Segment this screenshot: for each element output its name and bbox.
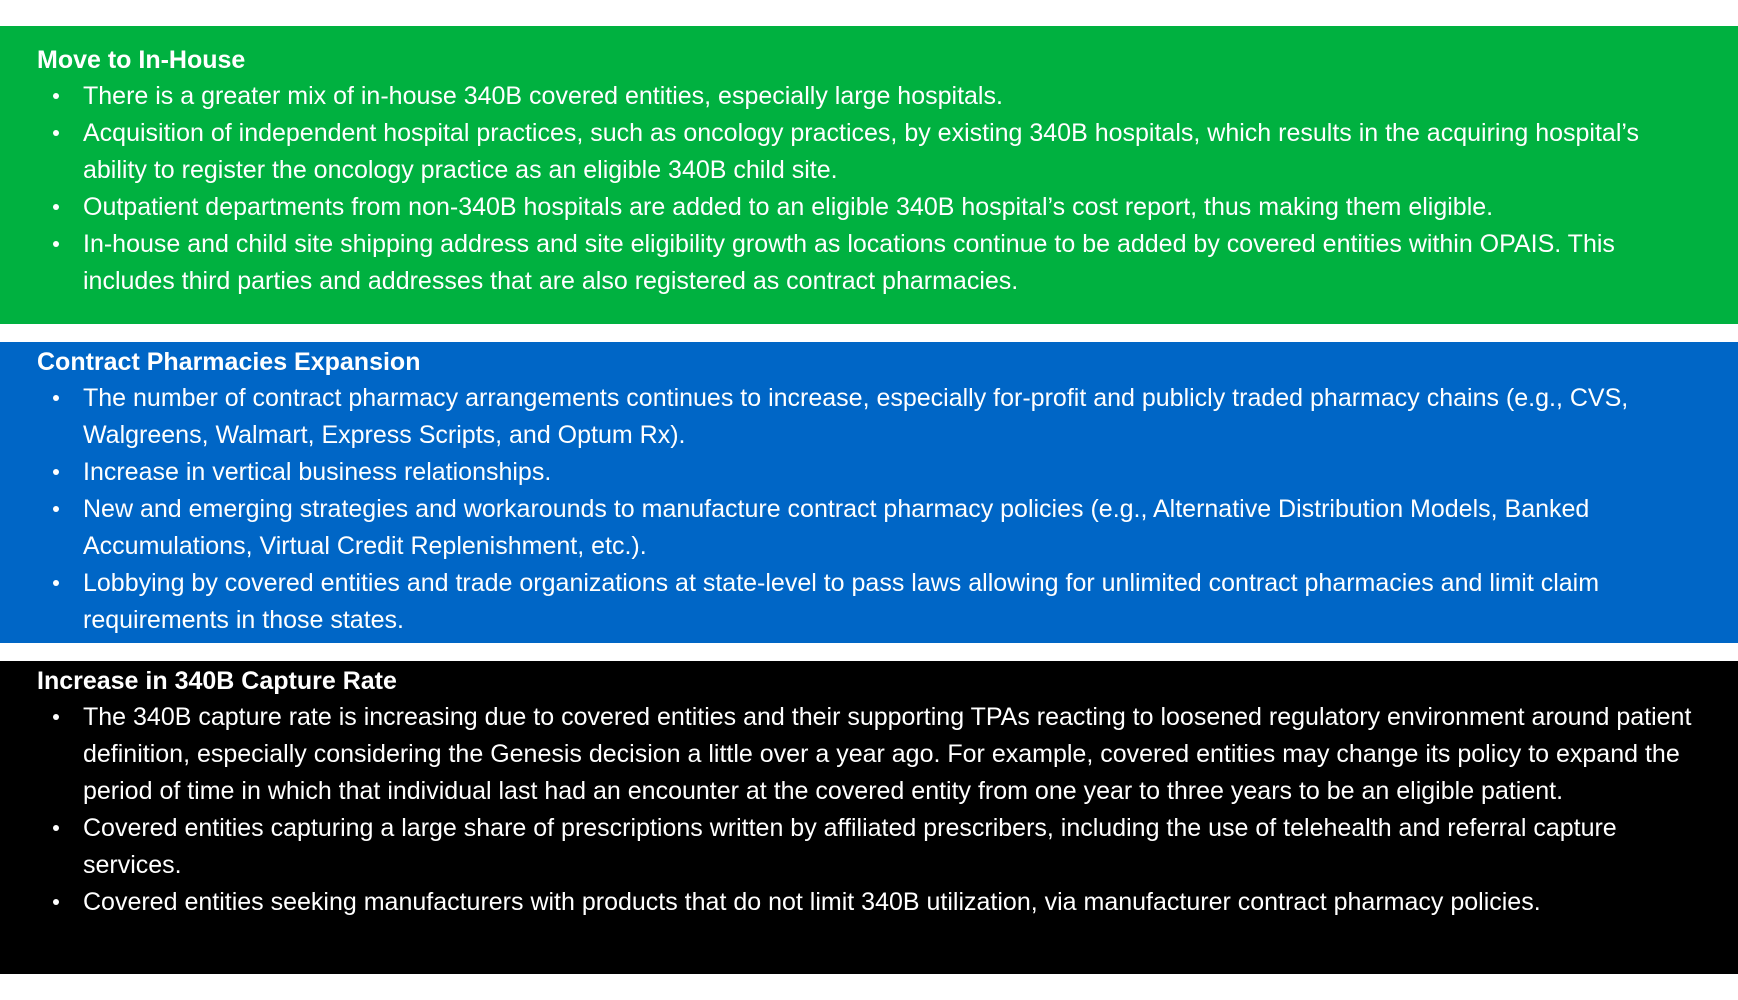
bullet-text: The number of contract pharmacy arrangements continues to increase, especially for-profit and publicly traded pharmacy chains (e.g., CVS, Walgreens, Walmart, Express Scripts, and Optum Rx).	[83, 384, 1629, 449]
bullet-list	[37, 78, 1698, 300]
bullet-text: The 340B capture rate is increasing due to covered entities and their supporting TPAs reacting to loosened regulatory environment around patient definition, especially considering the Genesis decision a little over a year ago. For example, covered entities may change its policy to expand the period of time in which that individual last had an encounter at the covered entity from one year to three years to be an eligible patient.	[83, 703, 1692, 805]
list-item	[37, 226, 1698, 300]
section-contract-pharmacies-expansion	[0, 342, 1738, 643]
bullet-dot-icon	[53, 825, 59, 831]
list-item	[37, 115, 1698, 189]
section-increase-in-340b-capture-rate	[0, 661, 1738, 974]
bullet-text: There is a greater mix of in-house 340B covered entities, especially large hospitals.	[83, 82, 1003, 110]
bullet-text: Covered entities seeking manufacturers with products that do not limit 340B utilization, via manufacturer contract pharmacy policies.	[83, 888, 1541, 916]
bullet-dot-icon	[53, 469, 59, 475]
list-item	[37, 565, 1698, 639]
bullet-text: Increase in vertical business relationships.	[83, 458, 552, 486]
list-item	[37, 491, 1698, 565]
section-title: Move to In-House	[37, 46, 246, 74]
list-item	[37, 454, 1698, 491]
bullet-text: Acquisition of independent hospital practices, such as oncology practices, by existing 340B hospitals, which results in the acquiring hospital’s ability to register the oncology practice as an eligible 340B child site.	[83, 119, 1639, 184]
list-item	[37, 884, 1698, 921]
list-item	[37, 78, 1698, 115]
list-item	[37, 810, 1698, 884]
bullet-dot-icon	[53, 241, 59, 247]
bullet-dot-icon	[53, 580, 59, 586]
section-title: Contract Pharmacies Expansion	[37, 348, 421, 376]
bullet-dot-icon	[53, 714, 59, 720]
bullet-dot-icon	[53, 93, 59, 99]
bullet-list	[37, 699, 1698, 921]
bullet-text: Lobbying by covered entities and trade organizations at state-level to pass laws allowing for unlimited contract pharmacies and limit claim requirements in those states.	[83, 569, 1600, 634]
bullet-text: Covered entities capturing a large share of prescriptions written by affiliated prescribers, including the use of telehealth and referral capture services.	[83, 814, 1617, 879]
bullet-dot-icon	[53, 130, 59, 136]
bullet-dot-icon	[53, 204, 59, 210]
bullet-dot-icon	[53, 899, 59, 905]
bullet-text: In-house and child site shipping address and site eligibility growth as locations continue to be added by covered entities within OPAIS. This includes third parties and addresses that are also registered as contract pharmacies.	[83, 230, 1615, 295]
section-move-to-in-house	[0, 26, 1738, 324]
bullet-text: New and emerging strategies and workarounds to manufacture contract pharmacy policies (e.g., Alternative Distribution Models, Banked Accumulations, Virtual Credit Replenishment, etc.).	[83, 495, 1590, 560]
bullet-dot-icon	[53, 506, 59, 512]
bullet-list	[37, 380, 1698, 639]
bullet-text: Outpatient departments from non-340B hospitals are added to an eligible 340B hospital’s cost report, thus making them eligible.	[83, 193, 1494, 221]
list-item	[37, 380, 1698, 454]
list-item	[37, 189, 1698, 226]
list-item	[37, 699, 1698, 810]
section-title: Increase in 340B Capture Rate	[37, 667, 397, 695]
bullet-dot-icon	[53, 395, 59, 401]
